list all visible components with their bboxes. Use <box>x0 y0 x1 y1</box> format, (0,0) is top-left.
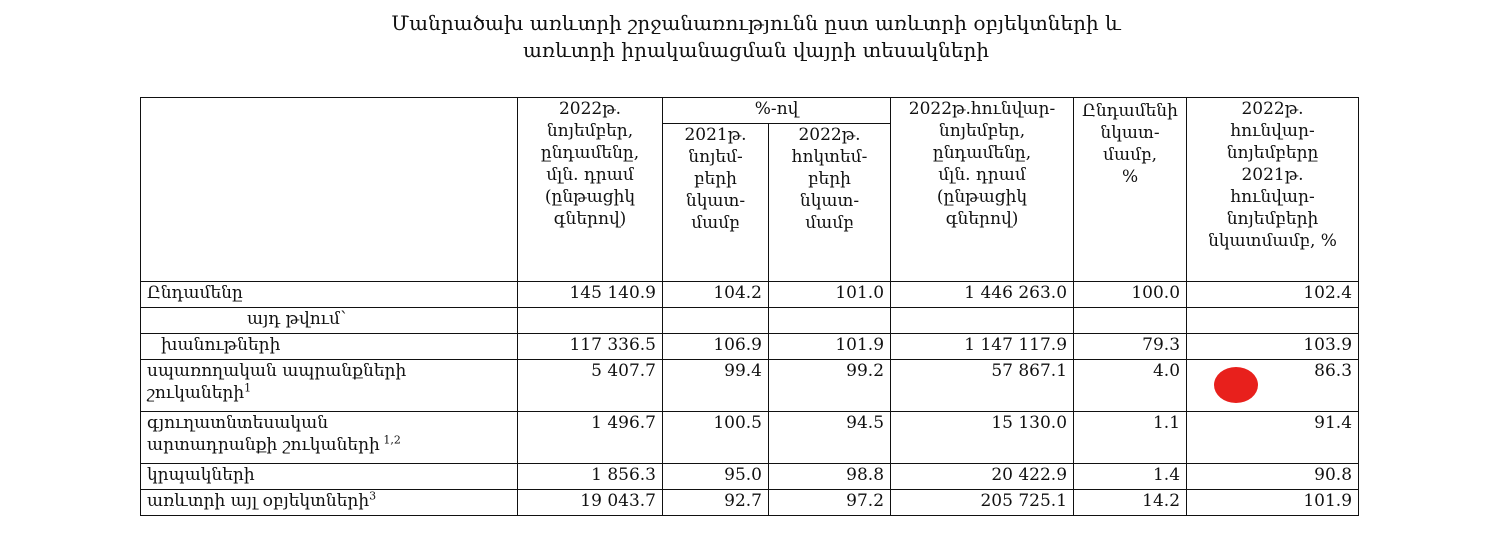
title-line-1: Մանրածախ առևտրի շրջանառությունն ըստ առևտրի օբյեկտների և <box>391 11 1121 35</box>
cell-value: 94.5 <box>769 412 891 464</box>
retail-turnover-table <box>140 97 1359 516</box>
header-vs-nov-2021: 2021թ. նոյեմ- բերի նկատ- մամբ <box>663 124 769 282</box>
cell-empty <box>891 308 1074 334</box>
header-percent-group: %-ով <box>663 98 891 124</box>
cell-value: 102.4 <box>1187 282 1359 308</box>
cell-value: 99.4 <box>663 360 769 412</box>
row-label: Ընդամենը <box>141 282 518 308</box>
table-row-agricultural-markets <box>141 412 1359 464</box>
cell-value: 99.2 <box>769 360 891 412</box>
cell-value: 57 867.1 <box>891 360 1074 412</box>
cell-value: 95.0 <box>663 464 769 490</box>
header-nov-2022-total: 2022թ. նոյեմբեր, ընդամենը, մլն. դրամ (ընթացիկ գներով) <box>518 98 663 282</box>
cell-value: 106.9 <box>663 334 769 360</box>
cell-value: 101.0 <box>769 282 891 308</box>
cell-value: 1.4 <box>1074 464 1187 490</box>
row-label: առևտրի այլ օբյեկտների$^3$ <box>141 490 518 516</box>
table-row-total <box>141 282 1359 308</box>
table-row-kiosks <box>141 464 1359 490</box>
cell-value: 1 446 263.0 <box>891 282 1074 308</box>
document-title <box>0 10 1512 64</box>
cell-value: 20 422.9 <box>891 464 1074 490</box>
header-jan-nov-vs-2021: 2022թ. հունվար- նոյեմբերը 2021թ. հունվար- նոյեմբերի նկատմամբ, % <box>1187 98 1359 282</box>
cell-value: 15 130.0 <box>891 412 1074 464</box>
cell-value: 1 496.7 <box>518 412 663 464</box>
cell-value: 100.0 <box>1074 282 1187 308</box>
cell-value: 103.9 <box>1187 334 1359 360</box>
red-dot-marker <box>1214 367 1258 403</box>
row-label: կրպակների <box>141 464 518 490</box>
table-row-including <box>141 308 1359 334</box>
cell-value: 19 043.7 <box>518 490 663 516</box>
header-share-of-total: Ընդամենի նկատ- մամբ, % <box>1074 98 1187 282</box>
cell-value: 1.1 <box>1074 412 1187 464</box>
cell-value: 145 140.9 <box>518 282 663 308</box>
cell-value: 5 407.7 <box>518 360 663 412</box>
cell-empty <box>769 308 891 334</box>
row-label: սպառողական ապրանքների շուկաների$^1$ <box>141 360 518 412</box>
cell-value: 90.8 <box>1187 464 1359 490</box>
row-label: այդ թվում՝ <box>141 308 518 334</box>
header-row-1 <box>141 98 1359 124</box>
cell-value: 91.4 <box>1187 412 1359 464</box>
cell-value: 117 336.5 <box>518 334 663 360</box>
footnote-marker: 1,2 <box>379 433 401 447</box>
cell-value: 98.8 <box>769 464 891 490</box>
cell-value: 101.9 <box>1187 490 1359 516</box>
cell-value: 4.0 <box>1074 360 1187 412</box>
row-label: գյուղատնտեսական արտադրանքի շուկաների $^{1,2}$ <box>141 412 518 464</box>
cell-empty <box>663 308 769 334</box>
cell-value: 205 725.1 <box>891 490 1074 516</box>
footnote-marker: 1 <box>244 381 252 395</box>
title-line-2: առևտրի իրականացման վայրի տեսակների <box>522 38 990 62</box>
table-row-other-objects <box>141 490 1359 516</box>
cell-empty <box>1187 308 1359 334</box>
row-label: խանութների <box>141 334 518 360</box>
cell-value: 97.2 <box>769 490 891 516</box>
cell-value: 101.9 <box>769 334 891 360</box>
cell-value: 104.2 <box>663 282 769 308</box>
footnote-marker: 3 <box>369 489 377 503</box>
cell-value: 100.5 <box>663 412 769 464</box>
cell-empty <box>518 308 663 334</box>
table-row-consumer-markets <box>141 360 1359 412</box>
cell-value: 92.7 <box>663 490 769 516</box>
cell-value: 1 856.3 <box>518 464 663 490</box>
cell-value: 14.2 <box>1074 490 1187 516</box>
cell-empty <box>1074 308 1187 334</box>
cell-value: 79.3 <box>1074 334 1187 360</box>
table-row-shops <box>141 334 1359 360</box>
cell-value: 86.3 <box>1187 360 1359 412</box>
cell-value: 1 147 117.9 <box>891 334 1074 360</box>
header-empty-cell <box>141 98 518 282</box>
header-vs-oct-2022: 2022թ. հոկտեմ- բերի նկատ- մամբ <box>769 124 891 282</box>
header-jan-nov-2022-total: 2022թ.հունվար- նոյեմբեր, ընդամենը, մլն. դրամ (ընթացիկ գներով) <box>891 98 1074 282</box>
